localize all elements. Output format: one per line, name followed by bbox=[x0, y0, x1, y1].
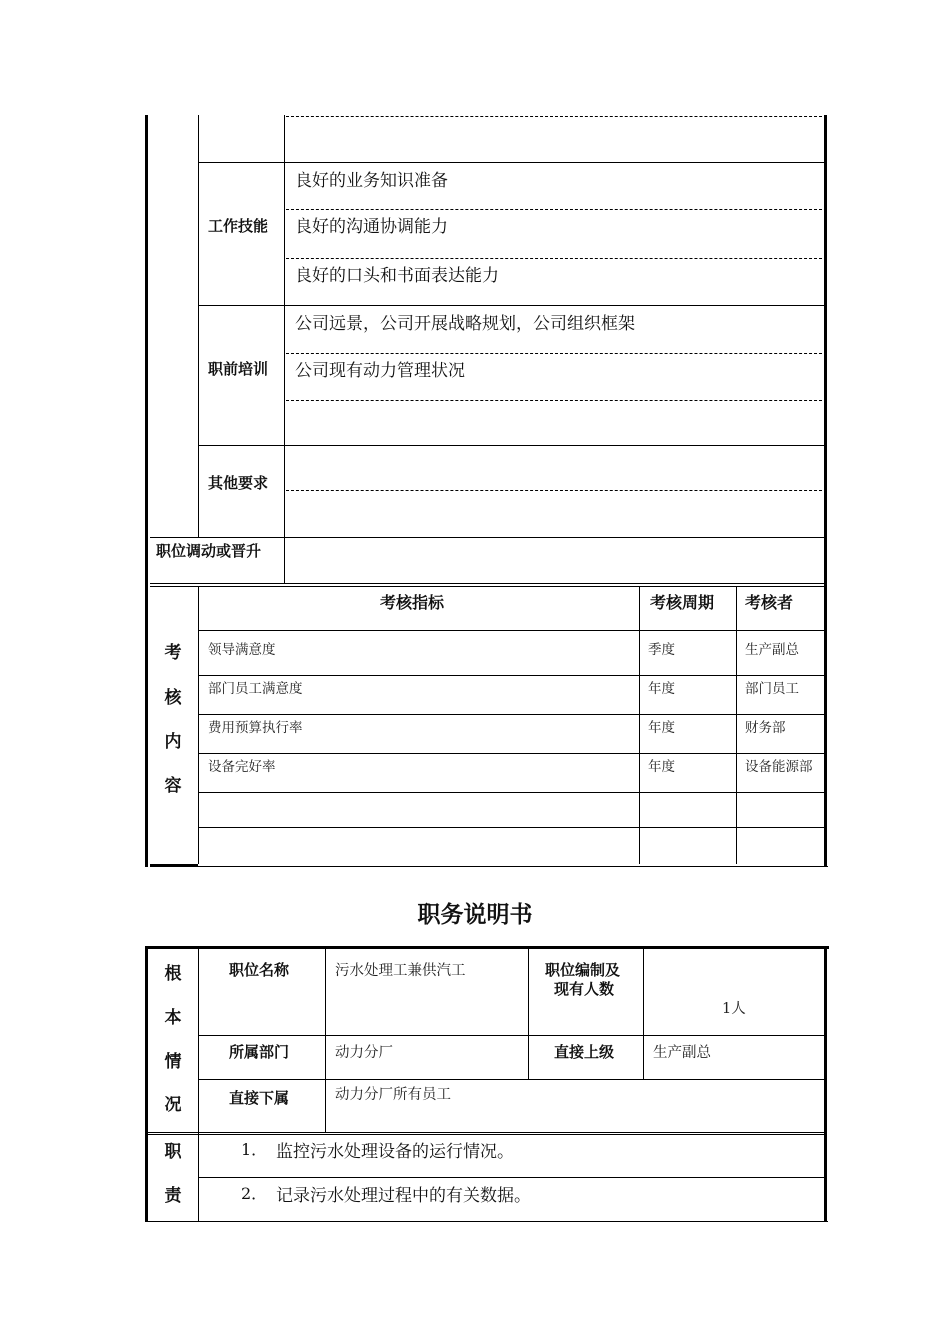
table-border-top bbox=[145, 946, 829, 949]
divider bbox=[148, 1132, 824, 1133]
table-cell: 领导满意度 bbox=[208, 642, 276, 658]
training-item: 公司远景，公司开展战略规划，公司组织框架 bbox=[295, 314, 635, 334]
divider bbox=[198, 1079, 824, 1080]
assessment-side-label: 核 bbox=[164, 688, 182, 708]
divider bbox=[286, 400, 822, 401]
divider bbox=[198, 586, 199, 864]
table-cell: 季度 bbox=[648, 642, 675, 658]
table-cell: 财务部 bbox=[745, 720, 786, 736]
headcount-label: 现有人数 bbox=[554, 980, 615, 998]
divider bbox=[198, 948, 199, 1222]
table-border-right bbox=[824, 115, 827, 867]
table-cell: 部门员工满意度 bbox=[208, 681, 303, 697]
basic-info-side-label: 情 bbox=[164, 1052, 182, 1072]
work-skills-item: 良好的沟通协调能力 bbox=[295, 217, 448, 237]
divider bbox=[198, 827, 824, 828]
subordinates-value: 动力分厂所有员工 bbox=[335, 1087, 451, 1103]
duty-number: 2． bbox=[241, 1184, 268, 1203]
divider bbox=[198, 792, 824, 793]
table-border-left bbox=[145, 115, 148, 867]
divider bbox=[198, 305, 824, 306]
basic-info-side-label: 况 bbox=[164, 1095, 182, 1115]
table-cell: 年度 bbox=[648, 759, 675, 775]
divider bbox=[198, 445, 824, 446]
table-border-right bbox=[824, 946, 827, 1222]
table-cell: 年度 bbox=[648, 681, 675, 697]
assessor-header: 考核者 bbox=[745, 593, 794, 612]
divider bbox=[150, 583, 826, 584]
training-item: 公司现有动力管理状况 bbox=[295, 361, 465, 381]
divider bbox=[150, 537, 826, 538]
divider bbox=[148, 1134, 824, 1135]
duty-number: 1． bbox=[241, 1140, 268, 1159]
divider bbox=[198, 675, 824, 676]
divider bbox=[528, 948, 529, 1079]
divider bbox=[325, 948, 326, 1132]
duty-text: 记录污水处理过程中的有关数据。 bbox=[276, 1186, 531, 1206]
table-border-bottom bbox=[148, 1221, 828, 1222]
duties-side-label: 职 bbox=[164, 1142, 182, 1162]
divider bbox=[198, 162, 824, 163]
divider bbox=[198, 630, 824, 631]
training-label: 职前培训 bbox=[208, 360, 269, 378]
table-cell: 设备能源部 bbox=[745, 759, 813, 775]
table-cell: 生产副总 bbox=[745, 642, 799, 658]
supervisor-value: 生产副总 bbox=[653, 1045, 711, 1061]
divider bbox=[198, 1177, 824, 1178]
divider bbox=[198, 714, 824, 715]
basic-info-side-label: 本 bbox=[164, 1008, 182, 1028]
table-cell: 年度 bbox=[648, 720, 675, 736]
table-cell: 部门员工 bbox=[745, 681, 799, 697]
assessment-side-label: 容 bbox=[164, 776, 182, 796]
headcount-value: 1人 bbox=[722, 1001, 746, 1017]
divider bbox=[198, 115, 199, 537]
indicator-header: 考核指标 bbox=[380, 593, 445, 612]
table-cell: 设备完好率 bbox=[208, 759, 276, 775]
department-value: 动力分厂 bbox=[335, 1045, 393, 1061]
headcount-label: 职位编制及 bbox=[545, 961, 621, 979]
divider bbox=[286, 209, 822, 210]
table-border-bottom-left bbox=[150, 864, 198, 867]
department-label: 所属部门 bbox=[229, 1043, 290, 1061]
divider bbox=[198, 753, 824, 754]
work-skills-item: 良好的业务知识准备 bbox=[295, 171, 448, 191]
work-skills-label: 工作技能 bbox=[208, 217, 269, 235]
divider bbox=[150, 586, 826, 587]
supervisor-label: 直接上级 bbox=[554, 1043, 615, 1061]
divider bbox=[286, 258, 822, 259]
table-border-bottom bbox=[198, 866, 828, 867]
duty-text: 监控污水处理设备的运行情况。 bbox=[276, 1142, 514, 1162]
table-cell: 费用预算执行率 bbox=[208, 720, 303, 736]
work-skills-item: 良好的口头和书面表达能力 bbox=[295, 266, 499, 286]
divider bbox=[286, 490, 822, 491]
assessment-side-label: 考 bbox=[164, 643, 182, 663]
divider bbox=[284, 115, 285, 583]
duties-side-label: 责 bbox=[164, 1186, 182, 1206]
position-name-label: 职位名称 bbox=[229, 961, 290, 979]
document-title: 职务说明书 bbox=[417, 902, 533, 928]
divider bbox=[286, 353, 822, 354]
subordinates-label: 直接下属 bbox=[229, 1089, 290, 1107]
divider bbox=[643, 948, 644, 1079]
table-border-left bbox=[145, 946, 148, 1222]
transfer-promotion-label: 职位调动或晋升 bbox=[156, 542, 262, 560]
divider bbox=[736, 586, 737, 864]
other-requirements-label: 其他要求 bbox=[208, 474, 269, 492]
position-name-value: 污水处理工兼供汽工 bbox=[335, 963, 466, 979]
period-header: 考核周期 bbox=[650, 593, 715, 612]
basic-info-side-label: 根 bbox=[164, 964, 182, 984]
divider bbox=[639, 586, 640, 864]
assessment-side-label: 内 bbox=[164, 732, 182, 752]
divider bbox=[198, 1035, 824, 1036]
divider bbox=[286, 116, 822, 117]
